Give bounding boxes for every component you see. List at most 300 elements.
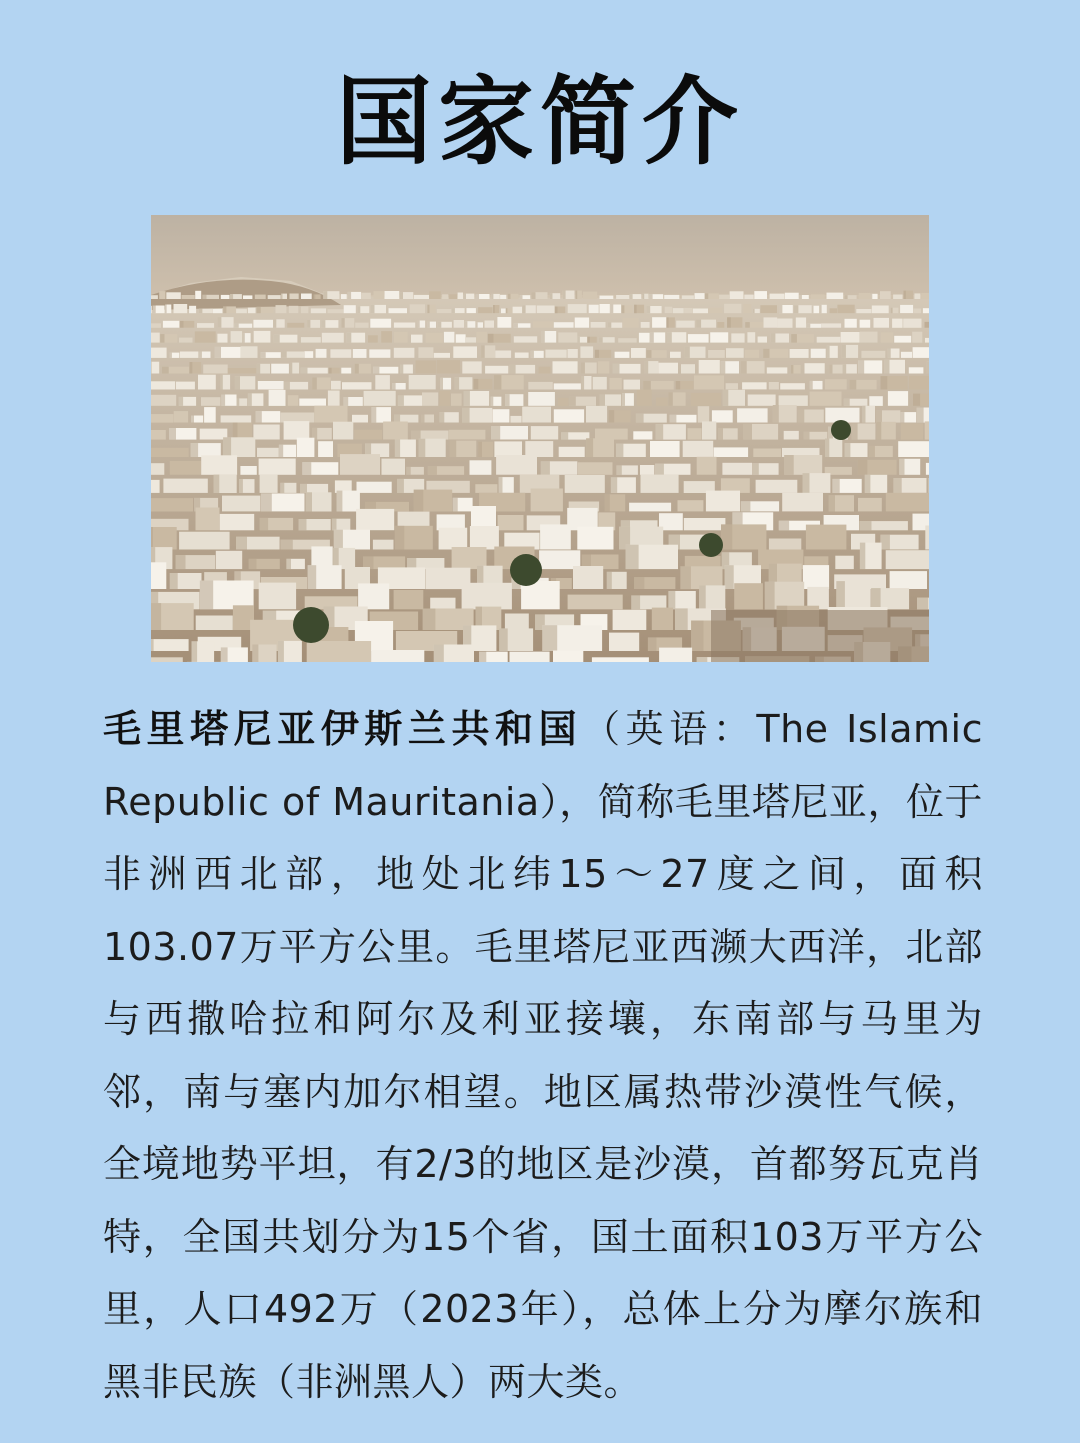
building-shape: [301, 307, 309, 314]
building-shape: [618, 338, 637, 342]
building-shape: [744, 295, 753, 299]
building-shape: [333, 422, 353, 440]
building-shape: [845, 319, 857, 328]
building-shadow: [721, 361, 726, 373]
building-shape: [311, 308, 326, 313]
building-shape: [500, 295, 506, 299]
building-shadow: [727, 317, 731, 327]
building-shadow: [474, 379, 479, 390]
building-shape: [684, 518, 726, 530]
building-shape: [719, 295, 729, 299]
building-shape: [811, 294, 825, 299]
building-shadow: [561, 432, 568, 439]
building-shape: [921, 293, 929, 299]
building-shadow: [438, 322, 442, 328]
building-shadow: [631, 595, 640, 609]
building-shape: [248, 308, 256, 314]
building-shape: [151, 333, 160, 343]
building-shape: [558, 332, 577, 342]
building-shadow: [917, 598, 928, 610]
building-shadow: [804, 432, 810, 440]
building-shape: [609, 633, 639, 651]
building-shape: [909, 367, 924, 373]
building-shadow: [794, 305, 798, 313]
building-shape: [259, 583, 296, 610]
building-shape: [641, 475, 679, 493]
building-shape: [803, 565, 829, 589]
building-shape: [640, 465, 654, 475]
building-shape: [893, 295, 902, 300]
building-shape: [353, 349, 367, 358]
building-shape: [201, 455, 237, 475]
building-shadow: [622, 305, 625, 313]
building-shadow: [643, 294, 645, 299]
building-shadow: [655, 464, 664, 475]
building-shape: [573, 566, 603, 589]
building-shadow: [676, 381, 681, 389]
building-shape: [253, 425, 279, 440]
building-shape: [195, 331, 216, 342]
building-shape: [174, 411, 188, 422]
building-shape: [328, 391, 340, 406]
building-shadow: [836, 581, 845, 609]
building-shadow: [434, 645, 444, 663]
building-shape: [394, 323, 415, 328]
building-shadow: [832, 479, 839, 493]
building-shadow: [248, 393, 252, 406]
building-shape: [495, 351, 511, 358]
building-shape: [624, 380, 641, 390]
building-shape: [811, 349, 826, 358]
building-shape: [545, 350, 566, 358]
building-shape: [341, 294, 347, 299]
building-shape: [364, 391, 396, 406]
building-shadow: [859, 521, 871, 530]
building-shape: [652, 608, 673, 630]
building-shape: [664, 295, 679, 299]
building-shadow: [646, 350, 651, 358]
building-shadow: [499, 477, 503, 493]
building-shadow: [428, 322, 430, 328]
building-shape: [681, 364, 695, 373]
building-shadow: [876, 410, 882, 422]
building-shape: [373, 540, 394, 550]
building-shape: [909, 376, 929, 390]
building-shape: [180, 352, 199, 358]
building-shape: [613, 610, 647, 630]
building-shape: [817, 337, 841, 343]
building-shape: [369, 349, 390, 357]
building-shadow: [743, 424, 752, 440]
building-shape: [493, 409, 510, 422]
building-shape: [257, 448, 279, 457]
building-shape: [476, 332, 487, 343]
building-shadow: [373, 367, 379, 374]
building-shadow: [321, 320, 325, 328]
building-shadow: [913, 394, 920, 406]
building-shadow: [329, 368, 332, 374]
building-shadow: [791, 334, 797, 343]
building-shape: [352, 415, 368, 423]
building-shadow: [691, 621, 703, 652]
building-shape: [695, 293, 705, 299]
building-shadow: [741, 361, 747, 373]
building-shape: [825, 379, 847, 389]
building-shadow: [284, 382, 290, 390]
building-shadow: [917, 408, 924, 423]
building-shape: [616, 295, 629, 299]
building-shape: [726, 348, 744, 358]
building-shape: [510, 416, 521, 423]
building-shape: [734, 583, 763, 609]
building-shadow: [237, 398, 240, 406]
building-shape: [198, 375, 216, 390]
building-shadow: [784, 455, 794, 475]
building-shape: [354, 430, 382, 440]
building-shape: [341, 368, 351, 374]
building-shadow: [820, 305, 822, 313]
building-shape: [688, 428, 702, 439]
building-shape: [515, 353, 529, 358]
building-shape: [706, 491, 740, 512]
building-shape: [913, 347, 929, 358]
building-shape: [717, 322, 724, 328]
building-shadow: [392, 383, 395, 390]
building-shape: [623, 318, 639, 328]
building-shape: [925, 421, 929, 439]
building-shape: [371, 650, 424, 662]
building-shadow: [670, 415, 677, 423]
building-shadow: [850, 380, 857, 390]
building-shadow: [397, 479, 404, 493]
page-title: 国家简介: [336, 66, 744, 178]
building-shape: [633, 431, 652, 439]
building-shadow: [852, 423, 858, 439]
building-shape: [470, 460, 492, 475]
building-shadow: [162, 367, 169, 374]
building-shape: [591, 322, 606, 328]
building-shape: [650, 441, 680, 457]
building-shape: [442, 294, 448, 299]
building-shadow: [476, 322, 478, 327]
building-shadow: [685, 347, 690, 358]
building-shape: [304, 351, 313, 358]
building-shape: [790, 349, 809, 358]
building-shadow: [611, 477, 617, 493]
building-shadow: [845, 443, 851, 457]
building-shape: [163, 479, 207, 493]
building-shadow: [169, 428, 176, 440]
building-shape: [174, 304, 188, 313]
building-shadow: [800, 295, 802, 299]
building-shape: [670, 352, 681, 358]
building-shadow: [428, 466, 437, 475]
building-shadow: [669, 392, 673, 405]
building-shape: [898, 441, 929, 457]
building-shadow: [423, 609, 436, 631]
building-shadow: [153, 306, 156, 314]
building-shadow: [753, 309, 755, 313]
building-shape: [204, 407, 216, 423]
building-shape: [179, 338, 193, 343]
building-shadow: [522, 305, 525, 313]
building-shadow: [414, 490, 424, 512]
building-shape: [151, 414, 173, 423]
building-shadow: [151, 639, 154, 651]
building-shadow: [371, 305, 375, 313]
building-shape: [301, 294, 312, 300]
building-shadow: [230, 294, 233, 299]
building-shape: [684, 308, 692, 313]
building-shape: [151, 362, 159, 374]
building-shape: [568, 304, 587, 313]
building-shape: [830, 308, 837, 313]
building-shadow: [200, 581, 213, 610]
building-shape: [881, 332, 894, 342]
building-shape: [731, 333, 744, 342]
building-shadow: [532, 292, 536, 299]
building-shape: [462, 583, 512, 610]
building-shape: [589, 305, 599, 313]
building-shape: [678, 500, 704, 511]
building-shadow: [280, 540, 292, 550]
building-shape: [389, 308, 408, 313]
building-shape: [901, 423, 923, 439]
building-shadow: [314, 294, 316, 299]
building-shadow: [803, 473, 810, 493]
building-shadow: [236, 537, 247, 550]
building-shadow: [650, 332, 654, 342]
building-shape: [195, 291, 201, 299]
building-shape: [724, 304, 741, 313]
building-shape: [860, 320, 871, 328]
building-shape: [374, 291, 385, 299]
building-shape: [726, 383, 738, 389]
building-shadow: [463, 294, 466, 299]
building-shape: [747, 332, 755, 342]
building-shadow: [550, 293, 553, 299]
building-shape: [271, 364, 289, 374]
building-shape: [767, 367, 788, 373]
building-shadow: [215, 347, 222, 358]
building-shadow: [668, 591, 675, 609]
building-shadow: [845, 295, 848, 299]
building-shadow: [202, 295, 206, 299]
building-shape: [151, 395, 176, 406]
building-shape: [568, 595, 623, 610]
building-shadow: [165, 305, 167, 314]
building-shape: [886, 493, 929, 512]
building-shadow: [696, 320, 701, 328]
building-shadow: [191, 416, 194, 423]
building-shadow: [239, 479, 243, 493]
building-shape: [888, 391, 908, 406]
building-shadow: [199, 352, 202, 358]
building-shape: [837, 305, 854, 314]
building-shape: [659, 648, 692, 662]
building-shadow: [170, 353, 172, 358]
building-shadow: [829, 365, 832, 374]
building-shape: [375, 375, 390, 389]
building-shadow: [844, 399, 850, 406]
building-shape: [693, 309, 708, 314]
building-shadow: [243, 333, 245, 343]
building-shadow: [858, 460, 868, 475]
building-shape: [639, 333, 650, 343]
building-shape: [558, 398, 569, 406]
building-shadow: [476, 294, 480, 299]
building-shape: [163, 321, 179, 328]
building-shape: [859, 293, 871, 299]
building-shape: [290, 294, 299, 300]
building-shadow: [400, 292, 403, 299]
building-shadow: [827, 346, 830, 358]
building-shape: [437, 360, 460, 373]
building-shape: [641, 322, 650, 328]
building-shadow: [514, 323, 518, 327]
building-shape: [510, 652, 550, 662]
building-shadow: [343, 397, 348, 406]
building-shadow: [491, 294, 493, 299]
building-shape: [533, 321, 553, 327]
building-shadow: [520, 295, 523, 299]
building-shape: [539, 367, 551, 374]
building-shape: [151, 323, 161, 328]
building-shadow: [249, 559, 257, 569]
building-shadow: [599, 337, 603, 342]
building-shape: [331, 381, 341, 390]
building-shape: [702, 421, 716, 439]
building-shadow: [858, 360, 864, 373]
building-shadow: [616, 465, 621, 474]
building-shape: [314, 406, 347, 423]
building-shape: [880, 291, 891, 299]
building-shape: [268, 295, 281, 299]
building-shape: [328, 309, 344, 313]
building-shape: [284, 421, 310, 440]
building-shadow: [718, 428, 723, 439]
building-shape: [665, 307, 673, 313]
building-shape: [505, 614, 529, 631]
building-shape: [166, 292, 181, 299]
building-shadow: [281, 352, 287, 358]
building-shape: [784, 431, 799, 440]
building-shape: [821, 323, 841, 327]
building-shadow: [656, 424, 664, 439]
building-shadow: [508, 294, 511, 299]
building-shape: [912, 332, 922, 343]
building-shadow: [609, 410, 615, 422]
building-shape: [760, 305, 777, 313]
building-shape: [769, 382, 779, 390]
building-shadow: [645, 361, 648, 373]
building-shadow: [630, 294, 633, 299]
building-shadow: [506, 308, 508, 313]
building-shape: [151, 562, 166, 589]
building-shadow: [622, 393, 625, 406]
building-shape: [289, 306, 299, 313]
building-shadow: [569, 397, 576, 406]
building-shadow: [465, 321, 468, 328]
building-shadow: [398, 395, 404, 405]
building-shape: [691, 393, 721, 406]
building-shape: [575, 318, 589, 328]
building-shape: [196, 616, 233, 631]
building-shadow: [256, 411, 262, 422]
building-shadow: [491, 397, 494, 406]
building-shadow: [394, 415, 400, 423]
building-shape: [780, 383, 805, 389]
building-shape: [593, 377, 607, 390]
building-shadow: [323, 291, 327, 299]
building-shape: [449, 294, 457, 299]
building-shadow: [555, 307, 558, 314]
building-shape: [890, 571, 927, 589]
building-shadow: [771, 334, 776, 343]
building-shape: [914, 293, 920, 299]
building-shape: [892, 319, 903, 328]
building-shape: [358, 583, 389, 609]
building-shape: [748, 395, 776, 406]
building-shape: [385, 291, 400, 299]
building-shape: [258, 381, 284, 390]
building-shape: [926, 463, 929, 475]
building-shadow: [290, 363, 292, 374]
building-shape: [577, 527, 613, 550]
building-shadow: [871, 294, 873, 299]
building-shadow: [234, 324, 239, 328]
building-shadow: [791, 365, 793, 374]
building-shadow: [286, 559, 291, 569]
building-shadow: [586, 438, 593, 457]
building-shape: [737, 408, 768, 422]
building-shape: [355, 323, 368, 328]
building-shape: [449, 430, 486, 440]
building-shape: [901, 352, 912, 358]
building-shape: [182, 295, 195, 299]
building-shape: [151, 480, 160, 493]
building-shape: [170, 461, 201, 475]
building-shadow: [634, 577, 644, 589]
building-shape: [439, 528, 468, 550]
building-shape: [568, 349, 578, 358]
building-shadow: [491, 426, 500, 440]
building-shape: [688, 334, 709, 343]
building-shape: [151, 657, 183, 662]
building-shadow: [348, 292, 351, 299]
building-shadow: [891, 308, 893, 314]
building-shape: [179, 532, 230, 550]
building-shape: [444, 332, 455, 343]
building-shape: [307, 641, 371, 662]
building-shape: [758, 337, 767, 343]
building-shadow: [223, 437, 231, 457]
building-shape: [394, 590, 424, 609]
building-shadow: [509, 365, 515, 374]
building-shape: [470, 526, 499, 550]
building-shadow: [636, 414, 644, 423]
building-shadow: [151, 603, 161, 630]
building-shadow: [648, 637, 657, 651]
building-shape: [287, 323, 304, 328]
building-shape: [722, 463, 752, 475]
building-shape: [806, 525, 847, 550]
building-shape: [475, 484, 497, 493]
building-shape: [595, 429, 628, 440]
building-shadow: [499, 309, 501, 314]
building-shape: [598, 361, 609, 373]
building-shape: [586, 406, 607, 423]
